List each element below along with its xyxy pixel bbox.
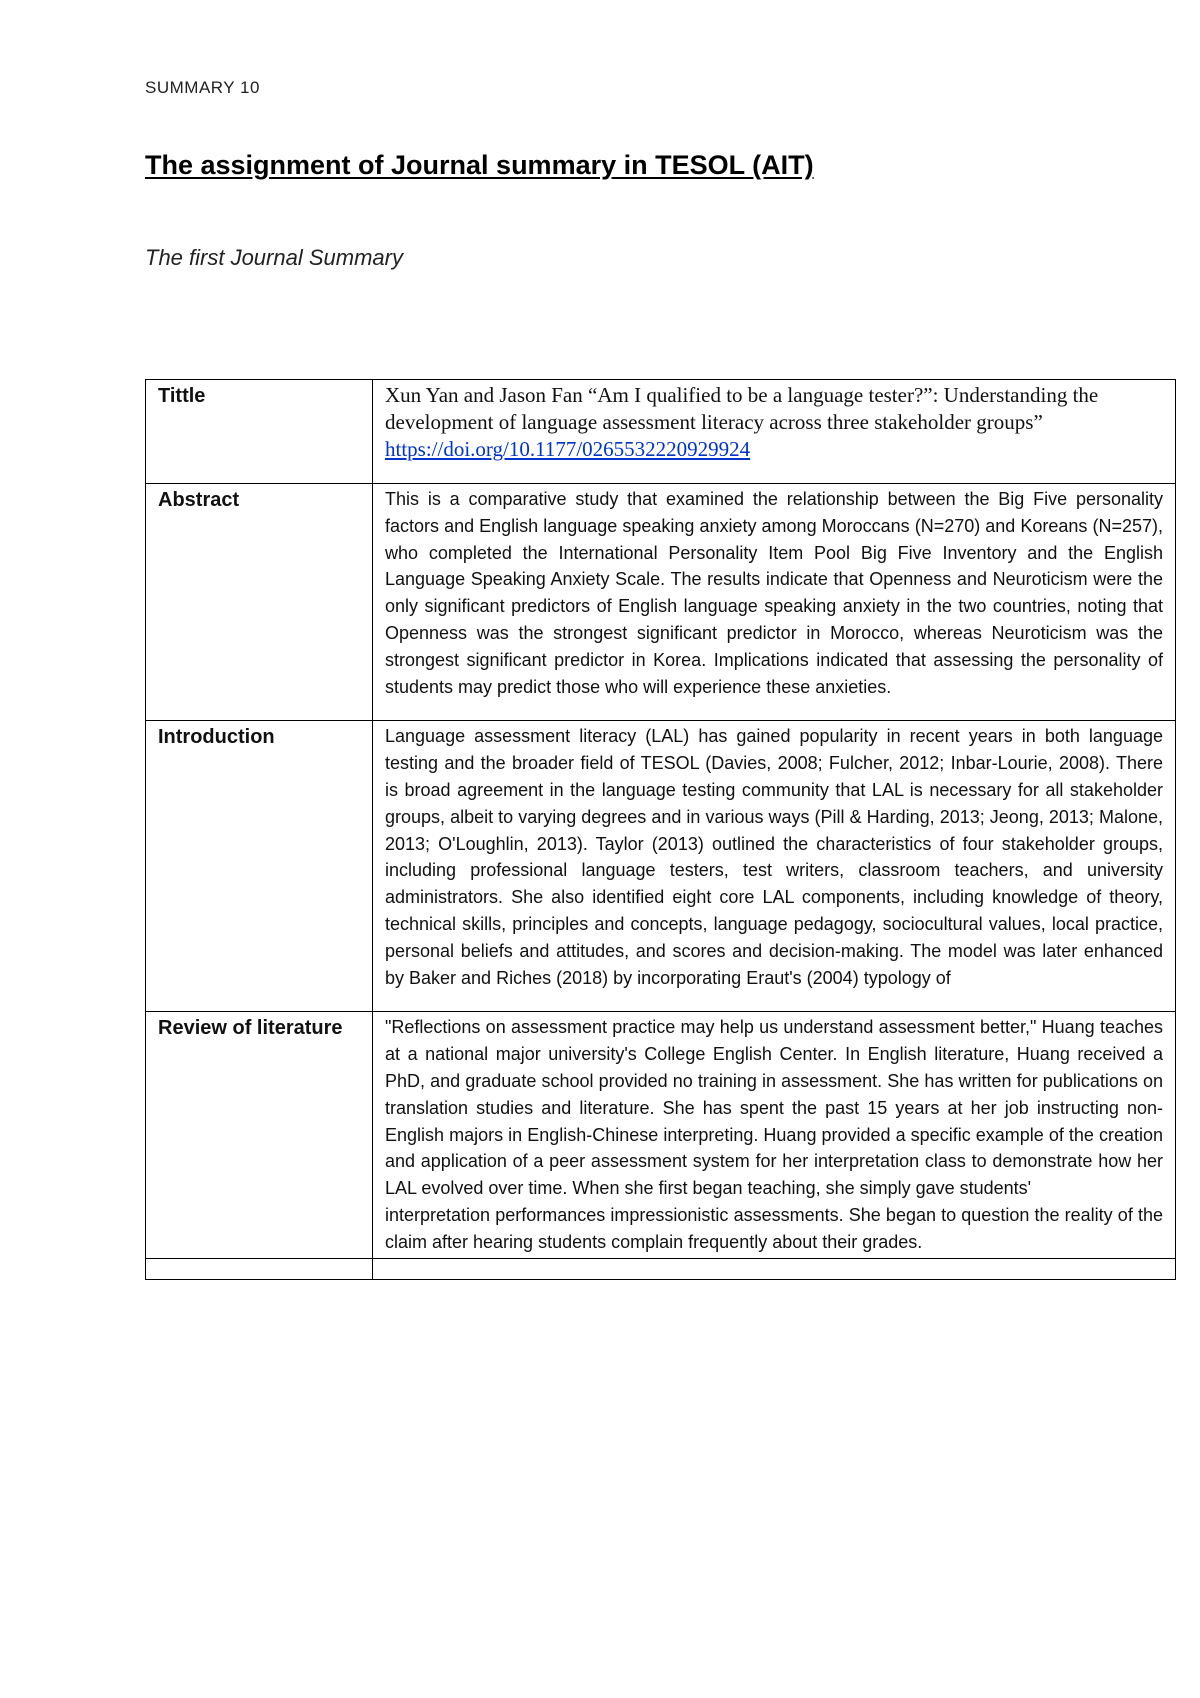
table-row-title: [146, 380, 1176, 484]
introduction-text: Language assessment literacy (LAL) has gained popularity in recent years in both language testing and the broader field of TESOL (Davies, 2008; Fulcher, 2012; Inbar-Lourie, 2008). There is broad agreement in the language testing community that LAL is necessary for all stakeholder groups, albeit to varying degrees and in various ways (Pill & Harding, 2013; Jeong, 2013; Malone, 2013; O'Loughlin, 2013). Taylor (2013) outlined the characteristics of four stakeholder groups, including professional language testers, test writers, classroom teachers, and university administrators. She also identified eight core LAL components, including knowledge of theory, technical skills, principles and concepts, language pedagogy, sociocultural values, local practice, personal beliefs and attitudes, and scores and decision-making. The model was later enhanced by Baker and Riches (2018) by incorporating Eraut's (2004) typology of: [373, 721, 1176, 1012]
table-row-abstract: [146, 484, 1176, 721]
running-head: SUMMARY 10: [145, 78, 260, 97]
article-title-cell: [373, 380, 1176, 484]
review-text-part1: "Reflections on assessment practice may help us understand assessment better," Huang teaches at a national major university's College English Center. In English literature, Huang received a PhD, and graduate school provided no training in assessment. She has written for publications on translation studies and literature. She has spent the past 15 years at her job instructing non-English majors in English-Chinese interpreting. Huang provided a specific example of the creation and application of a peer assessment system for her interpretation class to demonstrate how her LAL evolved over time. When she first began teaching, she simply gave students': [385, 1017, 1163, 1199]
empty-cell-left: [146, 1258, 373, 1279]
table-row-empty: [146, 1258, 1176, 1279]
row-label-review: Review of literature: [146, 1012, 373, 1258]
abstract-text: This is a comparative study that examined the relationship between the Big Five personality factors and English language speaking anxiety among Moroccans (N=270) and Koreans (N=257), who completed the International Personality Item Pool Big Five Inventory and the English Language Speaking Anxiety Scale. The results indicate that Openness and Neuroticism were the only significant predictors of English language speaking anxiety in the two countries, noting that Openness was the strongest significant predictor in Morocco, whereas Neuroticism was the strongest significant predictor in Korea. Implications indicated that assessing the personality of students may predict those who will experience these anxieties.: [373, 484, 1176, 721]
table-row-introduction: [146, 721, 1176, 1012]
review-text-part2: interpretation performances impressionistic assessments. She began to question the reality of the claim after hearing students complain frequently about their grades.: [385, 1204, 1163, 1252]
document-title: The assignment of Journal summary in TESOL (AIT): [145, 150, 814, 180]
row-label-title: Tittle: [146, 380, 373, 484]
review-cell: [373, 1012, 1176, 1258]
table-row-review: [146, 1012, 1176, 1258]
row-label-introduction: Introduction: [146, 721, 373, 1012]
summary-table: [145, 379, 1176, 1280]
row-label-abstract: Abstract: [146, 484, 373, 721]
doi-link[interactable]: https://doi.org/10.1177/0265532220929924: [385, 437, 751, 461]
article-title-text: Xun Yan and Jason Fan “Am I qualified to be a language tester?”: Understanding the development of language assessment literacy across three stakeholder groups”: [385, 383, 1099, 434]
document-subtitle: The first Journal Summary: [145, 245, 403, 270]
empty-cell-right: [373, 1258, 1176, 1279]
